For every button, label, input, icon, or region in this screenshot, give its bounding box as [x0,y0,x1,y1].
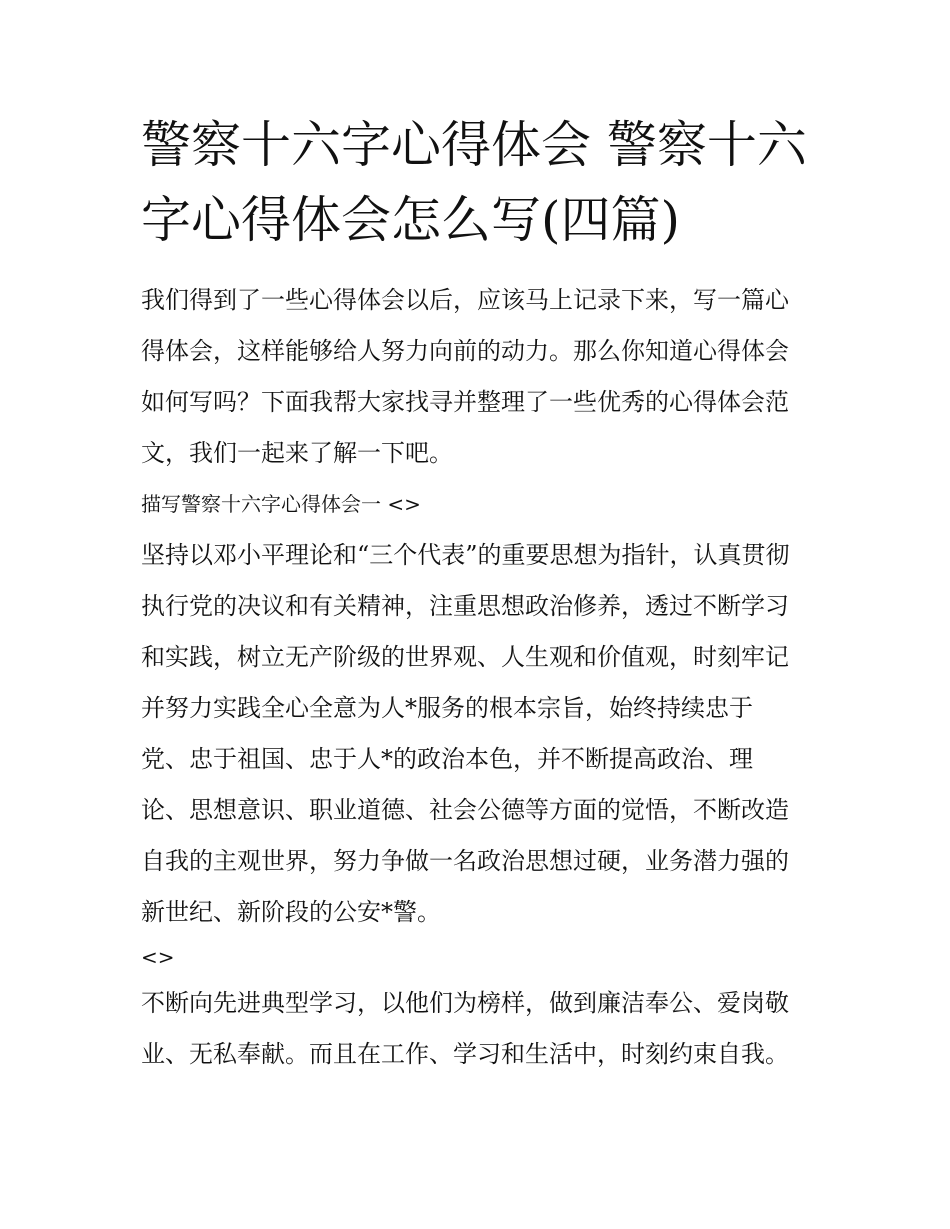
intro-paragraph-line: 我们得到了一些心得体会以后，应该马上记录下来，写一篇心 [141,286,789,314]
body-paragraph-line: 执行党的决议和有关精神，注重思想政治修养，透过不断学习 [141,592,789,620]
body-paragraph-line: 党、忠于祖国、忠于人*的政治本色，并不断提高政治、理 [141,745,753,773]
document-title [141,108,821,258]
body-paragraph-line: 和实践，树立无产阶级的世界观、人生观和价值观，时刻牢记 [141,643,789,671]
section-heading: 描写警察十六字心得体会一 <> [141,492,421,516]
placeholder-marker: <> [141,945,175,969]
body-paragraph-line: 新世纪、新阶段的公安*警。 [141,898,441,926]
body-paragraph-line: 业、无私奉献。而且在工作、学习和生活中，时刻约束自我。 [141,1040,789,1068]
title-line: 字心得体会怎么写(四篇) [141,191,681,249]
body-paragraph-line: 不断向先进典型学习，以他们为榜样，做到廉洁奉公、爱岗敬 [141,989,789,1017]
body-paragraph-line: 并努力实践全心全意为人*服务的根本宗旨，始终持续忠于 [141,694,753,722]
intro-paragraph-line: 如何写吗？下面我帮大家找寻并整理了一些优秀的心得体会范 [141,388,789,416]
intro-paragraph-line: 文，我们一起来了解一下吧。 [141,439,453,467]
intro-paragraph-line: 得体会，这样能够给人努力向前的动力。那么你知道心得体会 [141,337,789,365]
title-line: 警察十六字心得体会 警察十六 [141,116,807,174]
body-paragraph-line: 坚持以邓小平理论和“三个代表”的重要思想为指针，认真贯彻 [141,541,790,569]
body-paragraph-line: 自我的主观世界，努力争做一名政治思想过硬，业务潜力强的 [141,847,789,875]
body-paragraph-line: 论、思想意识、职业道德、社会公德等方面的觉悟，不断改造 [141,796,789,824]
